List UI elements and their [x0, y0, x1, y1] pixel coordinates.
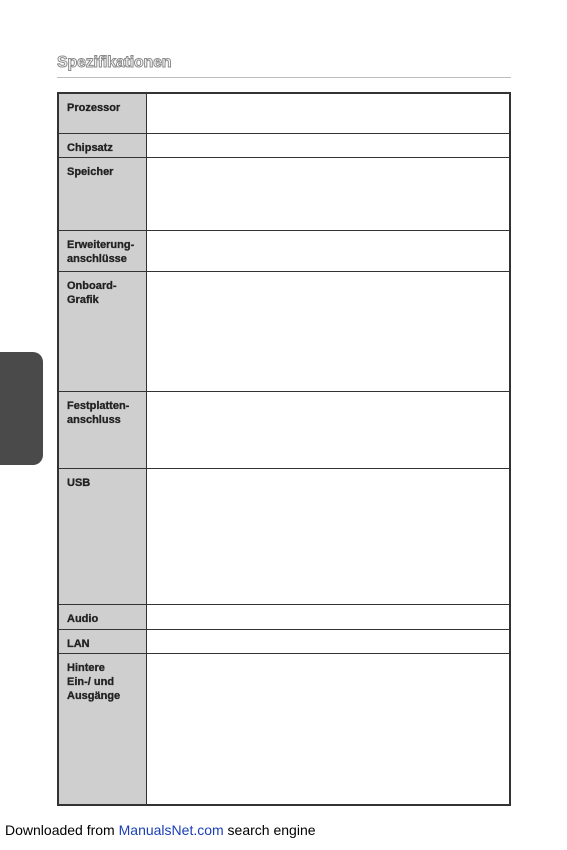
spec-value	[146, 653, 510, 805]
spec-label: Erweiterung- anschlüsse	[58, 230, 146, 271]
spec-value	[146, 157, 510, 230]
download-footer	[5, 822, 316, 838]
page-title: Spezifikationen	[57, 54, 172, 71]
spec-label: Audio	[58, 604, 146, 629]
spec-value	[146, 230, 510, 271]
spec-value	[146, 271, 510, 391]
spec-value	[146, 133, 510, 157]
spec-label: Chipsatz	[58, 133, 146, 157]
spec-value	[146, 93, 510, 133]
spec-row	[58, 391, 510, 468]
spec-row	[58, 93, 510, 133]
title-divider	[57, 77, 511, 78]
spec-value	[146, 468, 510, 604]
spec-row	[58, 604, 510, 629]
spec-row	[58, 271, 510, 391]
spec-label: Hintere Ein-/ und Ausgänge	[58, 653, 146, 805]
spec-row	[58, 157, 510, 230]
spec-row	[58, 133, 510, 157]
spec-value	[146, 604, 510, 629]
spec-value	[146, 629, 510, 653]
spec-label: LAN	[58, 629, 146, 653]
spec-row	[58, 230, 510, 271]
spec-label: Prozessor	[58, 93, 146, 133]
spec-label: USB	[58, 468, 146, 604]
spec-row	[58, 468, 510, 604]
spec-label: Speicher	[58, 157, 146, 230]
spec-row	[58, 629, 510, 653]
spec-label: Festplatten- anschluss	[58, 391, 146, 468]
side-chapter-tab	[0, 352, 43, 465]
manualsnet-link[interactable]: ManualsNet.com	[118, 822, 224, 838]
spec-row	[58, 653, 510, 805]
footer-suffix: search engine	[223, 822, 316, 838]
spec-label: Onboard- Grafik	[58, 271, 146, 391]
spec-value	[146, 391, 510, 468]
spec-table	[57, 92, 511, 806]
footer-prefix: Downloaded from	[5, 822, 119, 838]
